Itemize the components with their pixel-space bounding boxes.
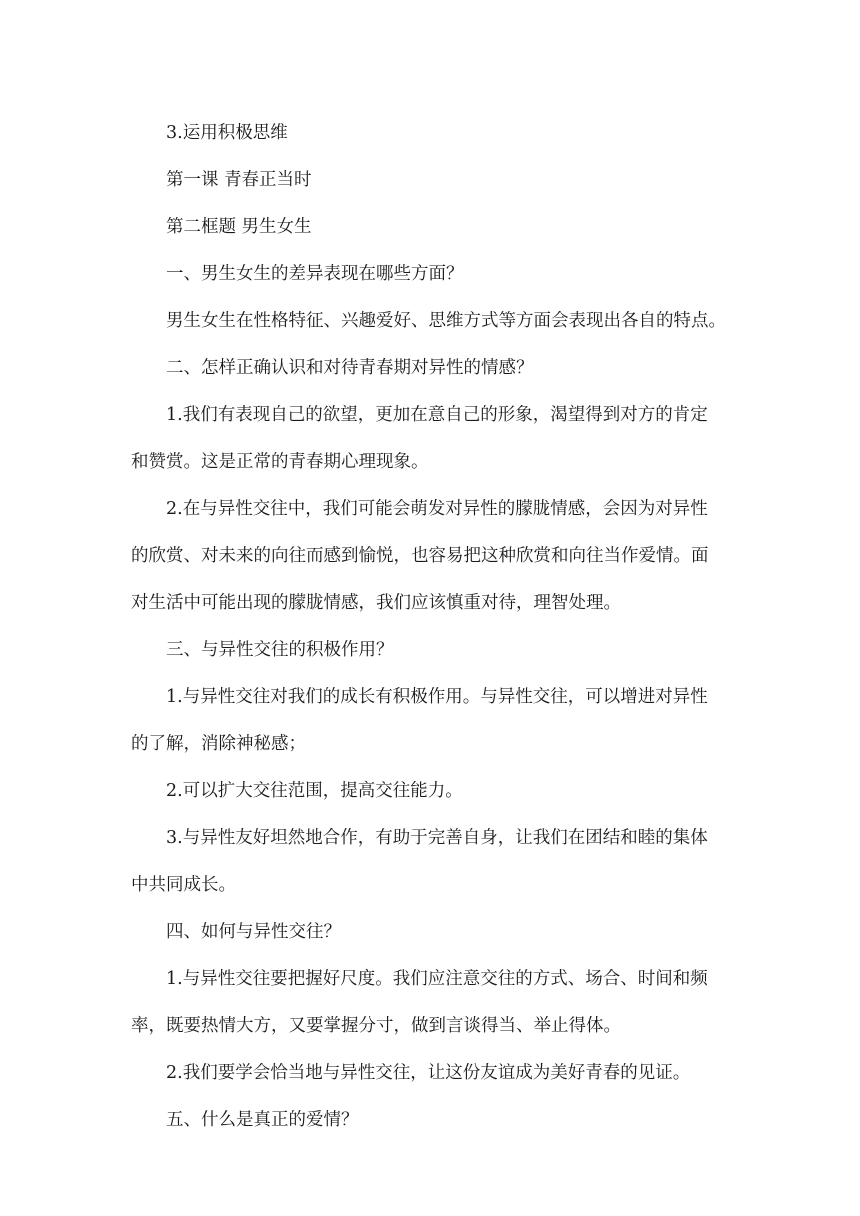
answer-3-point-1-line-1: 1.与异性交往对我们的成长有积极作用。与异性交往，可以增进对异性 — [166, 687, 708, 707]
answer-4-point-1-line-2: 率，既要热情大方，又要掌握分寸，做到言谈得当、举止得体。 — [131, 1016, 621, 1036]
document-body — [131, 110, 731, 1144]
question-5-heading: 五、什么是真正的爱情？ — [166, 1110, 359, 1130]
answer-1-text: 男生女生在性格特征、兴趣爱好、思维方式等方面会表现出各自的特点。 — [166, 311, 726, 331]
lesson-title: 第一课 青春正当时 — [166, 170, 312, 190]
heading-3-positive-thinking: 3.运用积极思维 — [166, 123, 288, 143]
answer-4-point-2: 2.我们要学会恰当地与异性交往，让这份友谊成为美好青春的见证。 — [166, 1063, 691, 1083]
answer-3-point-3-line-2: 中共同成长。 — [131, 875, 236, 895]
question-4-heading: 四、如何与异性交往？ — [166, 922, 341, 942]
answer-2-point-1-line-2: 和赞赏。这是正常的青春期心理现象。 — [131, 452, 429, 472]
section-title: 第二框题 男生女生 — [166, 217, 312, 237]
question-2-heading: 二、怎样正确认识和对待青春期对异性的情感？ — [166, 358, 534, 378]
answer-3-point-1-line-2: 的了解，消除神秘感； — [131, 734, 306, 754]
answer-2-point-2-line-1: 2.在与异性交往中，我们可能会萌发对异性的朦胧情感，会因为对异性 — [166, 499, 708, 519]
question-1-heading: 一、男生女生的差异表现在哪些方面？ — [166, 264, 464, 284]
answer-3-point-2: 2.可以扩大交往范围，提高交往能力。 — [166, 781, 463, 801]
answer-2-point-2-line-3: 对生活中可能出现的朦胧情感，我们应该慎重对待，理智处理。 — [131, 593, 621, 613]
question-3-heading: 三、与异性交往的积极作用？ — [166, 640, 394, 660]
answer-4-point-1-line-1: 1.与异性交往要把握好尺度。我们应注意交往的方式、场合、时间和频 — [166, 969, 708, 989]
answer-3-point-3-line-1: 3.与异性友好坦然地合作，有助于完善自身，让我们在团结和睦的集体 — [166, 828, 708, 848]
answer-2-point-2-line-2: 的欣赏、对未来的向往而感到愉悦，也容易把这种欣赏和向往当作爱情。面 — [131, 546, 709, 566]
answer-2-point-1-line-1: 1.我们有表现自己的欲望，更加在意自己的形象，渴望得到对方的肯定 — [166, 405, 708, 425]
